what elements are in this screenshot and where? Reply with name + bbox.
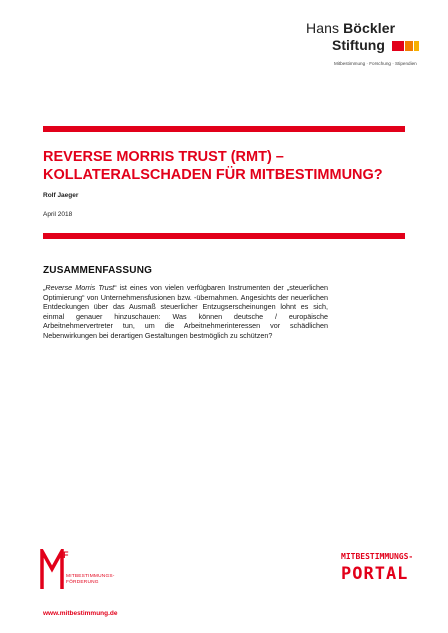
portal-logo-line1: MITBESTIMMUNGS- (341, 552, 414, 561)
section-heading: ZUSAMMENFASSUNG (43, 265, 153, 276)
section-red-rule (43, 233, 405, 239)
top-red-rule (43, 126, 405, 132)
footer-url[interactable]: www.mitbestimmung.de (43, 610, 118, 617)
hans-boeckler-logo-line2: Stiftung (332, 37, 385, 53)
abstract-term: Reverse Morris Trust (45, 283, 115, 292)
publication-date: April 2018 (43, 211, 73, 218)
mf-logo-superscript: F (63, 550, 69, 560)
logo-square-orange (405, 41, 413, 51)
logo-square-yellow (414, 41, 419, 51)
mf-logo-icon (40, 549, 64, 591)
mf-logo-text-line1: MITBESTIMMUNGS- (66, 574, 115, 579)
abstract-text: „Reverse Morris Trust“ ist eines von vielen verfügbaren Instrumenten der „steuerlichen Optimierung“ von Unternehmensfusionen bzw. -übernahmen. Angesichts der neuerlichen Entdeckungen über das Ausmaß steuerlicher Entzugserscheinungen lohnt es sich, einmal genauer hinzuschauen: Was können deutsche / europäische Arbeitnehmervertreter tun, um die Arbeitnehmerinteressen vor schädlichen Nebenwirkungen bei derartigen Gestaltungen bestmöglich zu schützen? (43, 283, 329, 340)
document-title: REVERSE MORRIS TRUST (RMT) – KOLLATERALSCHADEN FÜR MITBESTIMMUNG? (43, 149, 383, 183)
portal-logo-line2: PORTAL (341, 564, 409, 584)
logo-square-red (392, 41, 404, 51)
logo-color-squares (392, 41, 419, 51)
author: Rolf Jaeger (43, 192, 79, 199)
hans-boeckler-logo-line1: Hans Böckler (306, 20, 396, 36)
logo-tagline: Mitbestimmung · Forschung · Stipendien (334, 61, 417, 66)
mf-logo-text-line2: FÖRDERUNG (66, 580, 99, 585)
